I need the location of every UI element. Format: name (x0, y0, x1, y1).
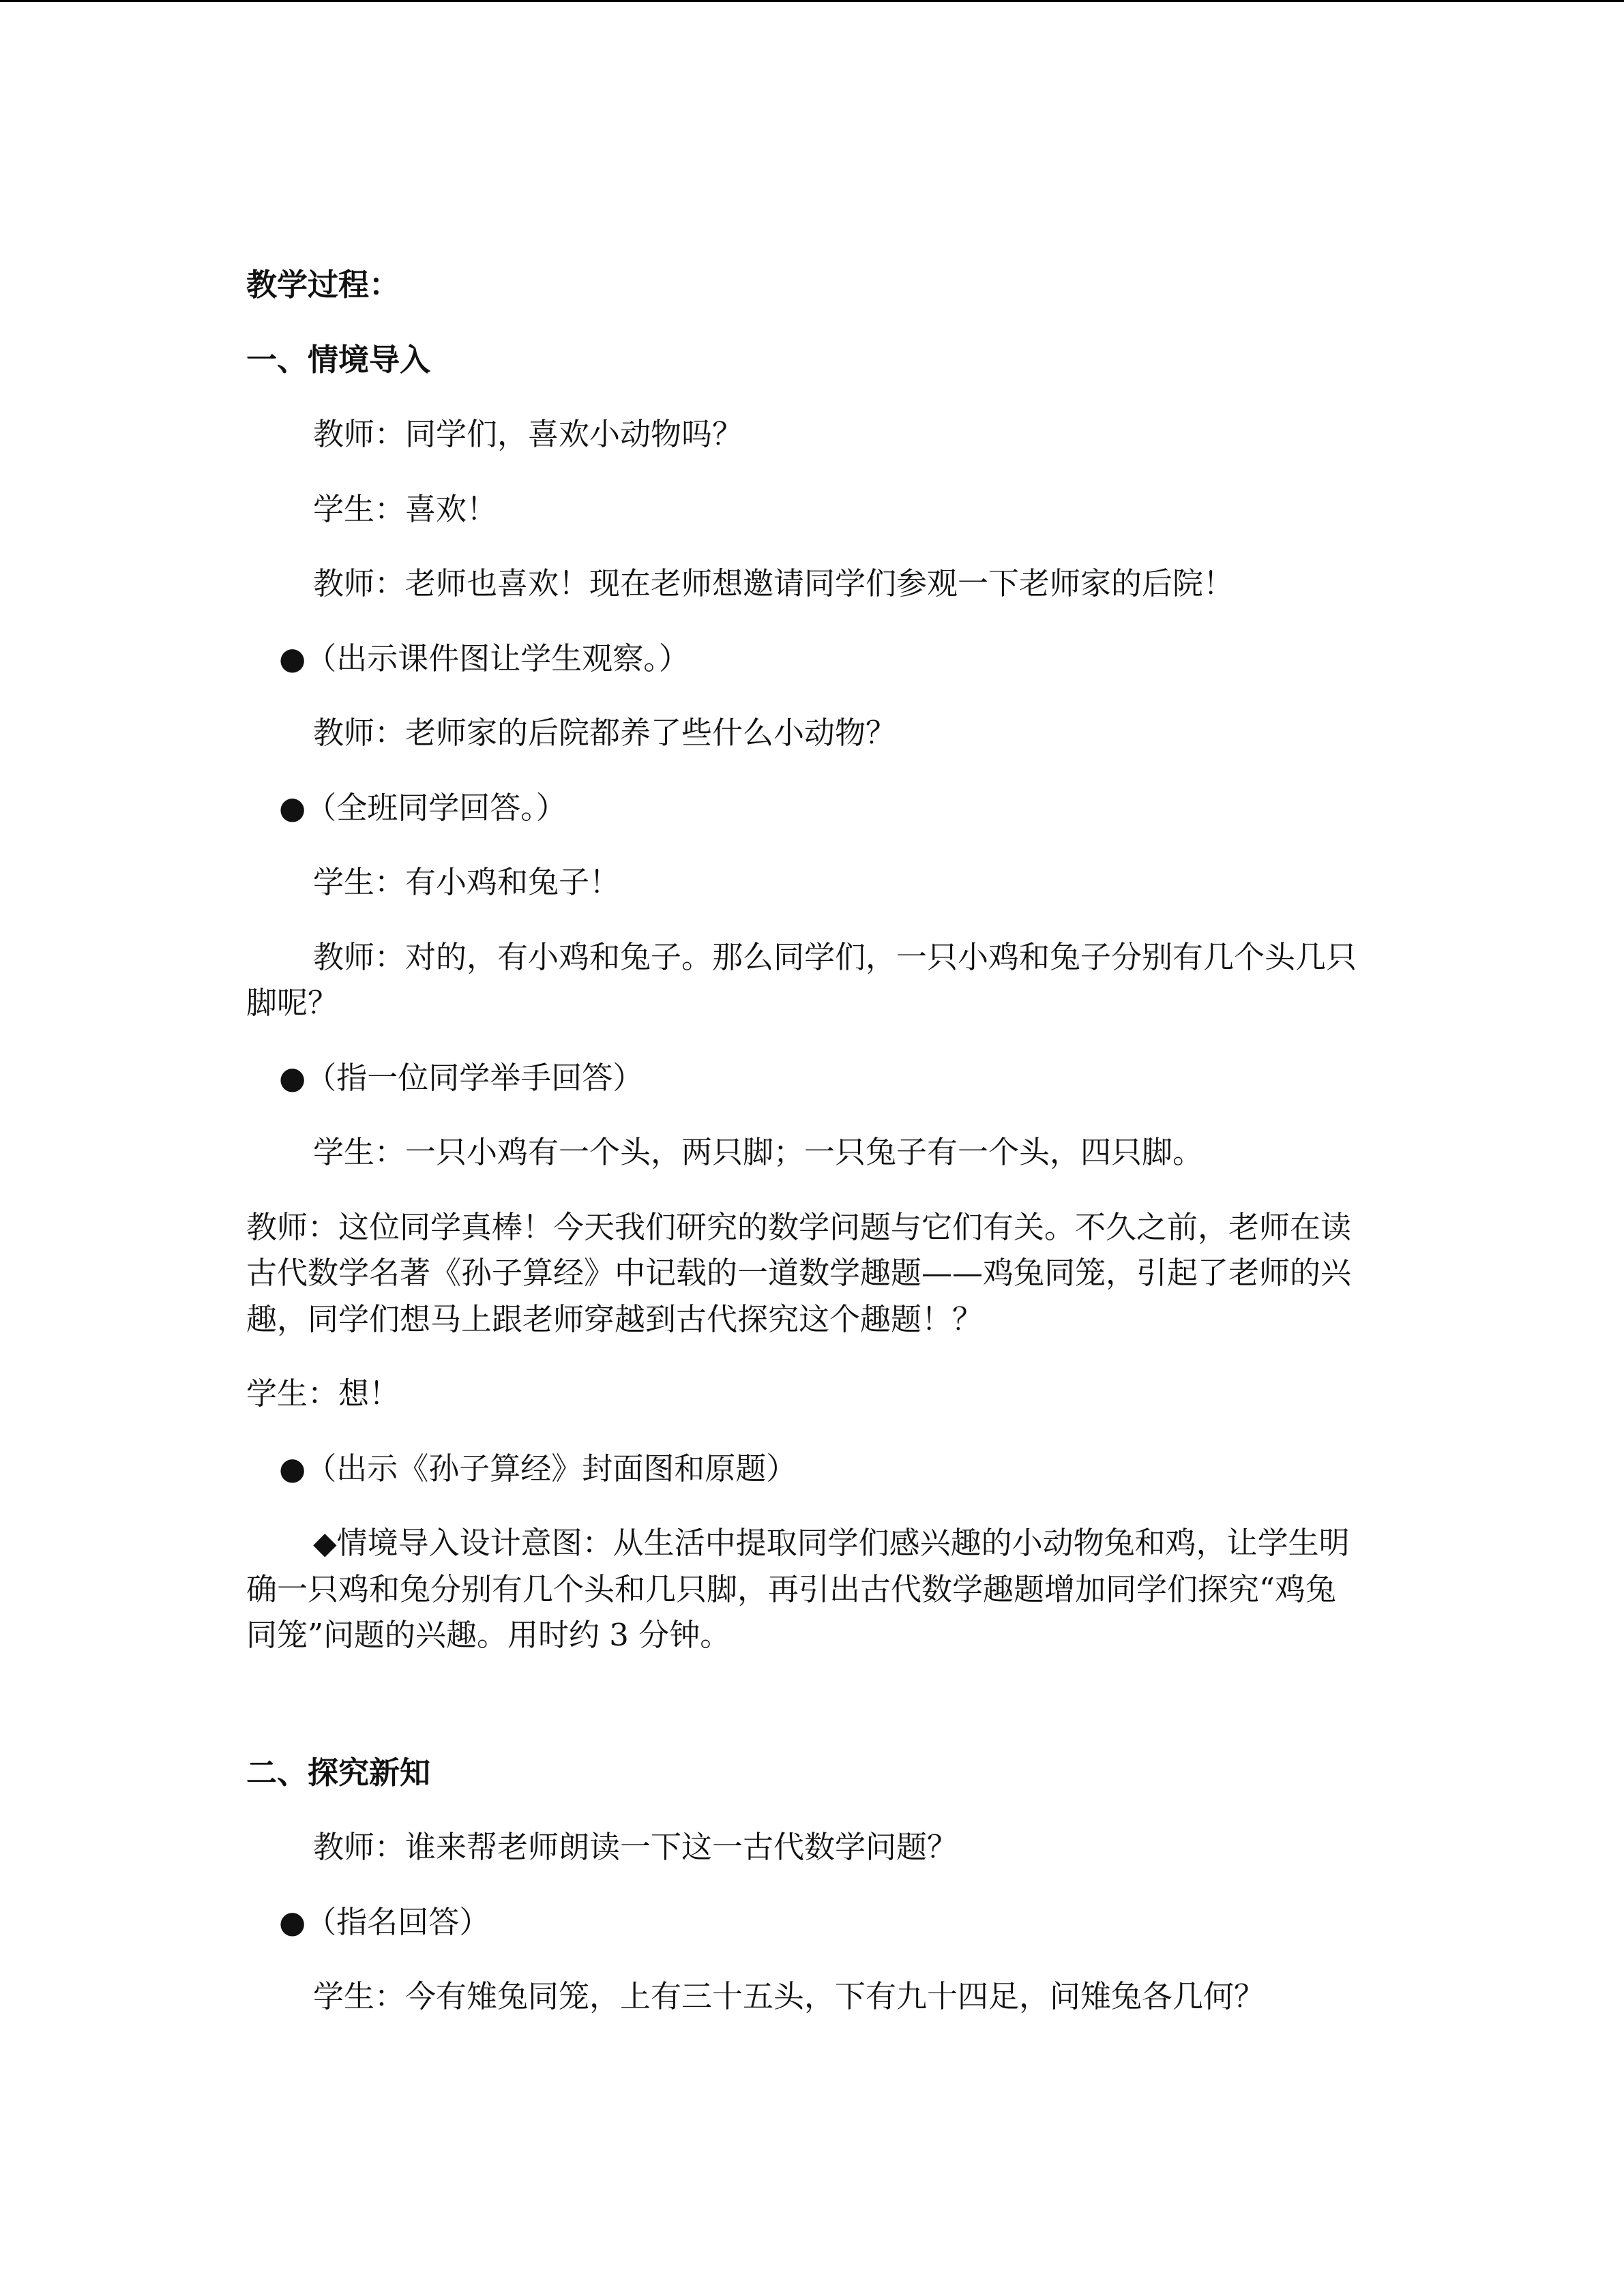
dialogue-teacher: 教师：同学们，喜欢小动物吗？ (313, 416, 743, 452)
page-top-border (0, 0, 1624, 2)
activity-note: ●（指一位同学举手回答） (279, 1059, 644, 1096)
document-body (246, 262, 1365, 2048)
dialogue-student: 学生：喜欢！ (313, 490, 498, 527)
dialogue-student: 学生：一只小鸡有一个头，两只脚；一只兔子有一个头，四只脚。 (313, 1134, 1204, 1170)
dialogue-teacher: 教师：老师也喜欢！现在老师想邀请同学们参观一下老师家的后院！ (313, 565, 1235, 601)
dialogue-teacher: 教师：谁来帮老师朗读一下这一古代数学问题？ (313, 1829, 958, 1865)
section-spacer (246, 1687, 1365, 1750)
dialogue-student: 学生：今有雉兔同笼，上有三十五头，下有九十四足，问雉兔各几何？ (313, 1978, 1265, 2014)
section-heading-intro: 一、情境导入 (246, 341, 431, 378)
activity-note: ●（出示《孙子算经》封面图和原题） (279, 1450, 797, 1487)
activity-note: ●（指名回答） (279, 1903, 490, 1940)
design-intent-note: ◆情境导入设计意图：从生活中提取同学们感兴趣的小动物兔和鸡，让学生明确一只鸡和兔分别有几个头和几只脚，再引出古代数学趣题增加同学们探究“鸡兔同笼”问题的兴趣。用时约 3 分钟。 (246, 1525, 1350, 1653)
dialogue-student: 学生：有小鸡和兔子！ (313, 864, 621, 900)
dialogue-teacher: 教师：对的，有小鸡和兔子。那么同学们，一只小鸡和兔子分别有几个头几只脚呢？ (246, 938, 1357, 1021)
document-title: 教学过程： (246, 267, 400, 303)
dialogue-teacher: 教师：这位同学真棒！今天我们研究的数学问题与它们有关。不久之前，老师在读古代数学名著《孙子算经》中记载的一道数学趣题——鸡兔同笼，引起了老师的兴趣，同学们想马上跟老师穿越到古代探究这个趣题！？ (246, 1208, 1352, 1337)
dialogue-student: 学生：想！ (246, 1375, 400, 1412)
dialogue-teacher: 教师：老师家的后院都养了些什么小动物？ (313, 715, 897, 751)
activity-note: ●（出示课件图让学生观察。） (279, 640, 690, 676)
section-heading-explore: 二、探究新知 (246, 1754, 431, 1791)
activity-note: ●（全班同学回答。） (279, 789, 567, 826)
